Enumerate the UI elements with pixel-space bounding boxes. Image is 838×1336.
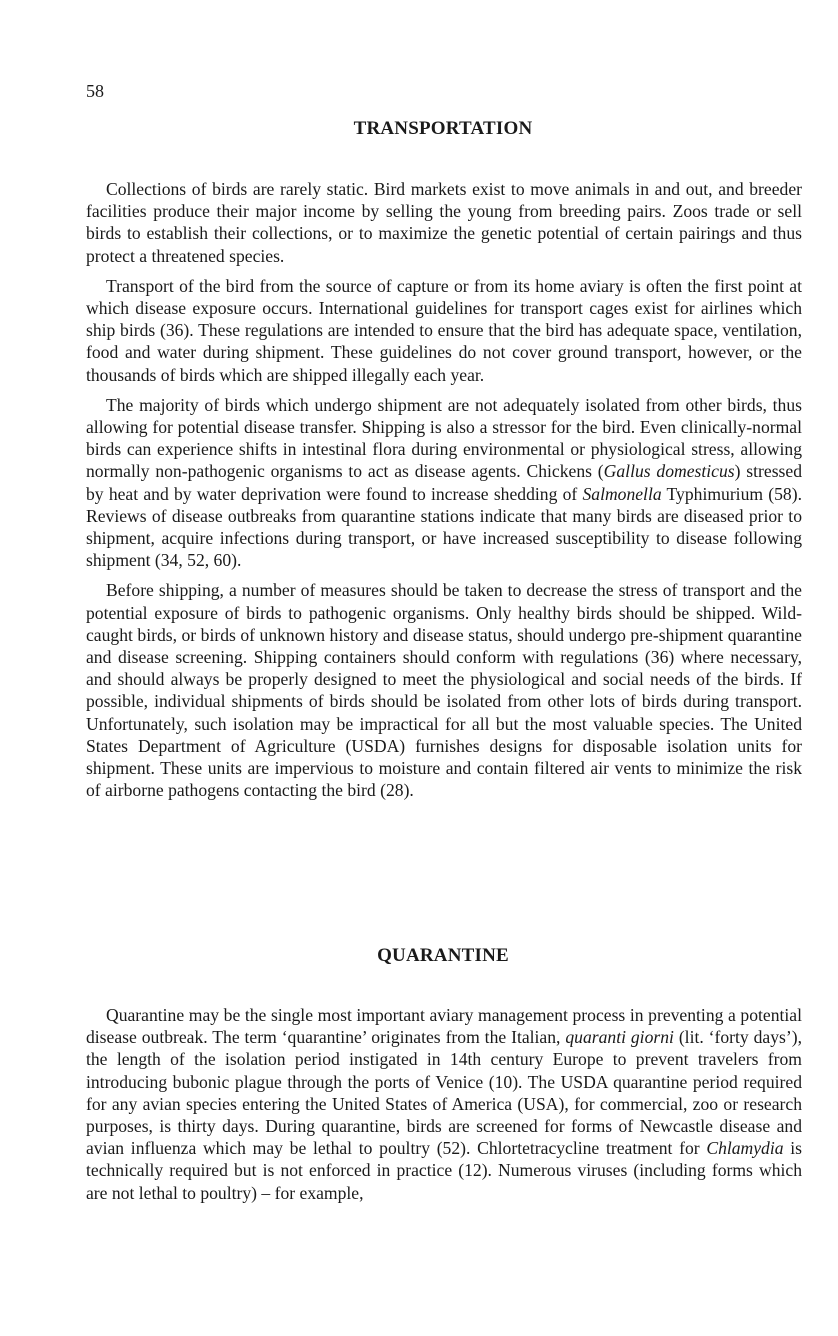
paragraph: Before shipping, a number of measures should be taken to decrease the stress of transport and the potential exposure of birds to pathogenic organisms. Only healthy birds should be shipped. Wild-caught birds, or birds of unknown history and disease status, should undergo pre-shipment quarantine and disease screening. Shipping containers should conform with regulations (36) where necessary, and should always be properly designed to meet the physiological and social needs of the birds. If possible, individual shipments of birds should be isolated from other lots of birds during transport. Unfortunately, such isolation may be impractical for all but the most valuable species. The United States Department of Agriculture (USDA) furnishes designs for disposable isolation units for shipment. These units are impervious to moisture and contain filtered air vents to minimize the risk of airborne pathogens contacting the bird (28). (86, 580, 802, 801)
paragraph: Transport of the bird from the source of capture or from its home aviary is often the first point at which disease exposure occurs. International guidelines for transport cages exist for airlines which ship birds (36). These regulations are intended to ensure that the bird has adequate space, ventilation, food and water during shipment. These guidelines do not cover ground transport, however, or the thousands of birds which are shipped illegally each year. (86, 275, 802, 385)
text-run: (lit. ‘forty days’), the length of the isolation period instigated in 14th century Europe to prevent travelers from introducing bubonic plague through the ports of Venice (10). The USDA quarantine period required for any avian species entering the United States of America (USA), for commercial, zoo or research purposes, is thirty days. During quarantine, birds are screened for forms of Newcastle disease and avian influenza which may be lethal to poultry (52). Chlortetracycline treatment for (86, 1027, 803, 1159)
page-number: 58 (86, 81, 104, 101)
paragraph (86, 1004, 802, 1204)
italic-species-name: Gallus domesticus (603, 461, 735, 482)
transportation-section (86, 178, 802, 809)
italic-genus-name: Chlamydia (706, 1138, 784, 1159)
section-heading-quarantine: QUARANTINE (377, 945, 509, 966)
italic-genus-name: Salmonella (582, 483, 662, 504)
italic-phrase: quaranti giorni (565, 1027, 674, 1048)
text-run: Typhimurium (58). Reviews of disease outbreaks from quarantine stations indicate that many birds are diseased prior to shipment, acquire infections during transport, or have increased susceptibility to disease following shipment (34, 52, 60). (86, 483, 802, 571)
quarantine-section (86, 1004, 802, 1212)
section-heading-transportation: TRANSPORTATION (353, 118, 533, 139)
paragraph (86, 394, 802, 572)
text-run: Quarantine may be the single most important aviary management process in preventing a potential disease outbreak. The term ‘quarantine’ originates from the Italian, (86, 1005, 802, 1048)
text-run: The majority of birds which undergo shipment are not adequately isolated from other birds, thus allowing for potential disease transfer. Shipping is also a stressor for the bird. Even clinically-normal birds can experience shifts in intestinal flora during environmental or physiological stress, allowing normally non-pathogenic organisms to act as disease agents. Chickens ( (86, 394, 802, 482)
text-run: ) stressed by heat and by water deprivation were found to increase shedding of (86, 461, 802, 504)
text-run: is technically required but is not enforced in practice (12). Numerous viruses (including forms which are not lethal to poultry) – for example, (86, 1138, 802, 1203)
paragraph: Collections of birds are rarely static. Bird markets exist to move animals in and out, and breeder facilities produce their major income by selling the young from breeding pairs. Zoos trade or sell birds to establish their collections, or to maximize the genetic potential of certain pairings and thus protect a threatened species. (86, 179, 802, 266)
